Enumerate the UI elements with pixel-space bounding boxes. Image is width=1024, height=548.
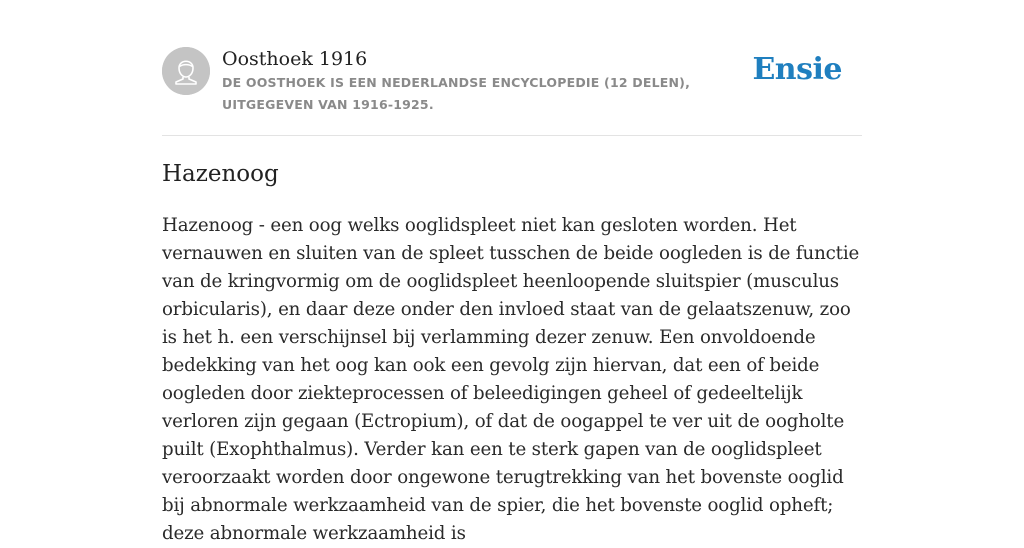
source-description: DE OOSTHOEK IS EEN NEDERLANDSE ENCYCLOPEDIE (12 DELEN), UITGEGEVEN VAN 1916-1925.	[222, 75, 691, 112]
header-divider	[162, 135, 862, 136]
source-header	[162, 47, 862, 135]
user-silhouette-icon[interactable]	[162, 47, 210, 95]
article-title: Hazenoog	[162, 161, 279, 187]
ensie-logo-link[interactable]: Ensie	[752, 52, 842, 87]
source-title[interactable]: Oosthoek 1916	[222, 48, 368, 70]
article-body: Hazenoog - een oog welks ooglidspleet niet kan gesloten worden. Het vernauwen en sluiten van de spleet tusschen de beide oogleden is de functie van de kringvormig om de ooglidspleet heenloopende sluitspier (musculus orbicularis), en daar deze onder den invloed staat van de gelaatszenuw, zoo is het h. een verschijnsel bij verlamming dezer zenuw. Een onvoldoende bedekking van het oog kan ook een gevolg zijn hiervan, dat een of beide oogleden door ziekteprocessen of beleedigingen geheel of gedeeltelijk verloren zijn gegaan (Ectropium), of dat de oogappel te ver uit de oogholte puilt (Exophthalmus). Verder kan een te sterk gapen van de ooglidspleet veroorzaakt worden door ongewone terugtrekking van het bovenste ooglid bij abnormale werkzaamheid van de spier, die het bovenste ooglid opheft; deze abnormale werkzaamheid is	[162, 215, 860, 544]
avatar-graphic	[162, 47, 210, 95]
